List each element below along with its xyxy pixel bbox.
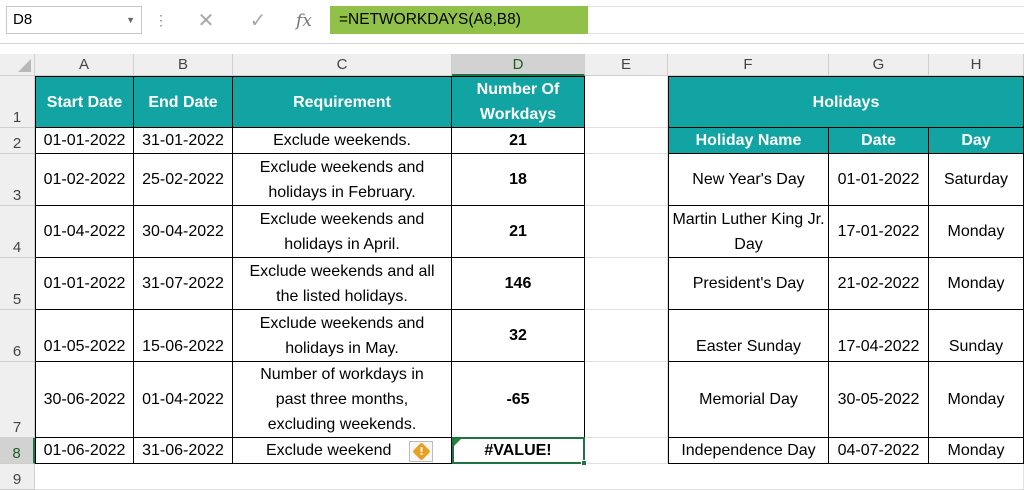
start-date-cell[interactable]: 30-06-2022 xyxy=(35,362,134,438)
header-holiday-name[interactable]: Holiday Name xyxy=(668,128,829,154)
empty-row-9[interactable] xyxy=(35,464,1024,490)
empty-cell[interactable] xyxy=(585,310,668,362)
formula-bar xyxy=(0,0,1024,44)
holiday-name-cell[interactable]: Independence Day xyxy=(668,438,829,464)
workdays-cell[interactable]: -65 xyxy=(452,362,585,438)
empty-cell[interactable] xyxy=(585,438,668,464)
formula-input[interactable]: =NETWORKDAYS(A8,B8) xyxy=(330,6,588,34)
start-date-cell[interactable]: 01-04-2022 xyxy=(35,206,134,258)
holidays-title[interactable]: Holidays xyxy=(668,76,1024,128)
warning-diamond xyxy=(412,442,430,460)
empty-cell[interactable] xyxy=(585,362,668,438)
end-date-cell[interactable]: 15-06-2022 xyxy=(134,310,233,362)
row-header-2[interactable] xyxy=(0,128,35,154)
empty-cell[interactable] xyxy=(585,76,668,128)
holiday-date-cell[interactable]: 01-01-2022 xyxy=(829,154,929,206)
start-date-cell[interactable]: 01-05-2022 xyxy=(35,310,134,362)
header-requirement[interactable]: Requirement xyxy=(233,76,452,128)
requirement-cell[interactable]: Exclude weekends and holidays in May. xyxy=(233,310,452,362)
row-number: 6 xyxy=(12,343,22,360)
end-date-cell[interactable]: 25-02-2022 xyxy=(134,154,233,206)
workdays-cell[interactable]: 18 xyxy=(452,154,585,206)
row-number: 2 xyxy=(12,135,22,152)
holiday-day-cell[interactable]: Sunday xyxy=(929,310,1024,362)
requirement-cell[interactable]: Exclude weekends and holidays in April. xyxy=(233,206,452,258)
workdays-cell[interactable]: 21 xyxy=(452,206,585,258)
holiday-date-cell[interactable]: 17-01-2022 xyxy=(829,206,929,258)
select-all-corner[interactable] xyxy=(0,54,35,76)
holiday-date-cell[interactable]: 17-04-2022 xyxy=(829,310,929,362)
row-number: 3 xyxy=(12,187,22,204)
end-date-cell[interactable]: 31-06-2022 xyxy=(134,438,233,464)
end-date-cell[interactable]: 31-01-2022 xyxy=(134,128,233,154)
workdays-cell[interactable]: 32 xyxy=(452,310,585,362)
row-header-7[interactable] xyxy=(0,362,35,438)
column-header-h[interactable]: H xyxy=(929,54,1024,76)
requirement-cell[interactable]: Exclude weekends. xyxy=(233,128,452,154)
header-day[interactable]: Day xyxy=(929,128,1024,154)
column-header-e[interactable]: E xyxy=(585,54,668,76)
end-date-cell[interactable]: 30-04-2022 xyxy=(134,206,233,258)
row-header-5[interactable] xyxy=(0,258,35,310)
column-header-g[interactable]: G xyxy=(829,54,929,76)
error-indicator-icon xyxy=(454,439,461,446)
row-number: 5 xyxy=(12,291,22,308)
row-header-9[interactable] xyxy=(0,464,35,490)
workdays-cell-error[interactable]: #VALUE! xyxy=(452,438,585,464)
header-end-date[interactable]: End Date xyxy=(134,76,233,128)
workdays-cell[interactable]: 146 xyxy=(452,258,585,310)
empty-cell[interactable] xyxy=(585,128,668,154)
holiday-name-cell[interactable]: Martin Luther King Jr. Day xyxy=(668,206,829,258)
empty-cell[interactable] xyxy=(585,258,668,310)
start-date-cell[interactable]: 01-01-2022 xyxy=(35,258,134,310)
row-number: 1 xyxy=(12,109,22,126)
holiday-day-cell[interactable]: Monday xyxy=(929,362,1024,438)
requirement-cell[interactable]: Exclude weekends and all the listed holidays. xyxy=(233,258,452,310)
holiday-name-cell[interactable]: Easter Sunday xyxy=(668,310,829,362)
row-header-4[interactable] xyxy=(0,206,35,258)
row-header-1[interactable] xyxy=(0,76,35,128)
start-date-cell[interactable]: 01-01-2022 xyxy=(35,128,134,154)
start-date-cell[interactable]: 01-06-2022 xyxy=(35,438,134,464)
column-header-f[interactable]: F xyxy=(668,54,829,76)
column-header-c[interactable]: C xyxy=(233,54,452,76)
column-header-d[interactable]: D xyxy=(452,54,585,76)
insert-function-icon[interactable]: fx xyxy=(296,11,312,31)
holiday-day-cell[interactable]: Monday xyxy=(929,206,1024,258)
holiday-date-cell[interactable]: 30-05-2022 xyxy=(829,362,929,438)
empty-cell[interactable] xyxy=(585,206,668,258)
cancel-icon[interactable]: ✕ xyxy=(197,10,215,32)
end-date-cell[interactable]: 31-07-2022 xyxy=(134,258,233,310)
holiday-date-cell[interactable]: 04-07-2022 xyxy=(829,438,929,464)
column-header-b[interactable]: B xyxy=(134,54,233,76)
chevron-down-icon[interactable]: ▼ xyxy=(126,15,135,25)
holiday-date-cell[interactable]: 21-02-2022 xyxy=(829,258,929,310)
name-box-value: D8 xyxy=(13,11,33,28)
row-number: 4 xyxy=(12,239,22,256)
warning-mark: ! xyxy=(418,445,424,458)
requirement-cell[interactable]: Exclude weekend xyxy=(233,438,452,464)
formula-input-area[interactable] xyxy=(588,6,1024,34)
row-number: 8 xyxy=(12,445,21,462)
holiday-day-cell[interactable]: Monday xyxy=(929,438,1024,464)
select-all-icon xyxy=(18,59,31,72)
holiday-day-cell[interactable]: Monday xyxy=(929,258,1024,310)
name-box[interactable] xyxy=(6,6,142,34)
requirement-cell[interactable]: Exclude weekends and holidays in February. xyxy=(233,154,452,206)
holiday-name-cell[interactable]: Memorial Day xyxy=(668,362,829,438)
row-header-6[interactable] xyxy=(0,310,35,362)
row-number: 9 xyxy=(12,471,22,488)
start-date-cell[interactable]: 01-02-2022 xyxy=(35,154,134,206)
header-start-date[interactable]: Start Date xyxy=(35,76,134,128)
header-date[interactable]: Date xyxy=(829,128,929,154)
holiday-day-cell[interactable]: Saturday xyxy=(929,154,1024,206)
holiday-name-cell[interactable]: New Year's Day xyxy=(668,154,829,206)
holiday-name-cell[interactable]: President's Day xyxy=(668,258,829,310)
row-number: 7 xyxy=(12,419,22,436)
header-number-of-workdays[interactable]: Number Of Workdays xyxy=(452,76,585,128)
workdays-cell[interactable]: 21 xyxy=(452,128,585,154)
requirement-cell[interactable]: Number of workdays in past three months, excluding weekends. xyxy=(233,362,452,438)
enter-icon[interactable]: ✓ xyxy=(249,10,267,32)
empty-cell[interactable] xyxy=(585,154,668,206)
row-header-8[interactable] xyxy=(0,438,35,464)
row-header-3[interactable] xyxy=(0,154,35,206)
column-header-a[interactable]: A xyxy=(35,54,134,76)
more-options-icon: ⋮ xyxy=(154,12,169,28)
end-date-cell[interactable]: 01-04-2022 xyxy=(134,362,233,438)
warning-icon[interactable] xyxy=(409,441,433,462)
